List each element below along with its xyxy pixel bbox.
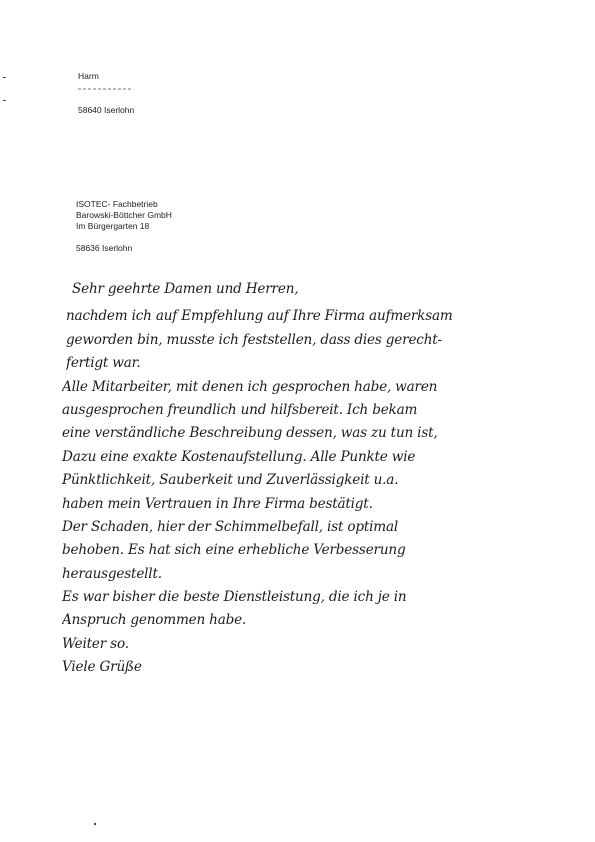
closing-line: Weiter so.: [62, 635, 129, 652]
sender-block: [78, 71, 132, 93]
letter-line: Der Schaden, hier der Schimmelbefall, ist optimal: [62, 518, 398, 535]
salutation: Sehr geehrte Damen und Herren,: [72, 281, 299, 297]
letter-line: Alle Mitarbeiter, mit denen ich gesprochen habe, waren: [62, 378, 438, 395]
letter-line: herausgestellt.: [62, 565, 162, 582]
recipient-line: Im Bürgergarten 18: [76, 221, 150, 231]
letter-line: geworden bin, musste ich feststellen, dass dies gerecht-: [66, 331, 442, 348]
recipient-address: [76, 199, 172, 232]
sender-city: 58640 Iserlohn: [78, 105, 135, 115]
letter-line: Es war bisher die beste Dienstleistung, die ich je in: [62, 589, 407, 606]
recipient-city: 58636 Iserlohn: [76, 243, 133, 253]
letter-line: nachdem ich auf Empfehlung auf Ihre Firma aufmerksam: [66, 308, 453, 325]
margin-mark: [3, 100, 6, 101]
recipient-city-block: [76, 243, 132, 254]
letter-line: ausgesprochen freundlich und hilfsbereit. Ich bekam: [62, 401, 418, 418]
letter-line: Anspruch genommen habe.: [62, 612, 247, 629]
letter-line: behoben. Es hat sich eine erhebliche Verbesserung: [62, 542, 406, 559]
letter-line: eine verständliche Beschreibung dessen, was zu tun ist,: [62, 425, 438, 442]
letter-line: Pünktlichkeit, Sauberkeit und Zuverlässigkeit u.a.: [62, 472, 399, 489]
sender-name: Harm: [78, 71, 99, 81]
letter-line: fertigt war.: [66, 355, 141, 372]
recipient-line: ISOTEC- Fachbetrieb: [76, 199, 158, 209]
redacted-street: [78, 88, 132, 90]
letter-line: haben mein Vertrauen in Ihre Firma bestätigt.: [62, 495, 373, 512]
letter-line: Dazu eine exakte Kostenaufstellung. Alle Punkte wie: [62, 448, 416, 465]
scan-speck: [94, 823, 96, 825]
handwritten-letter-body: [62, 278, 562, 680]
margin-mark: [3, 77, 6, 78]
closing-greeting: Viele Grüße: [62, 659, 142, 676]
sender-city-block: [78, 105, 134, 116]
recipient-line: Barowski-Böttcher GmbH: [76, 210, 172, 220]
